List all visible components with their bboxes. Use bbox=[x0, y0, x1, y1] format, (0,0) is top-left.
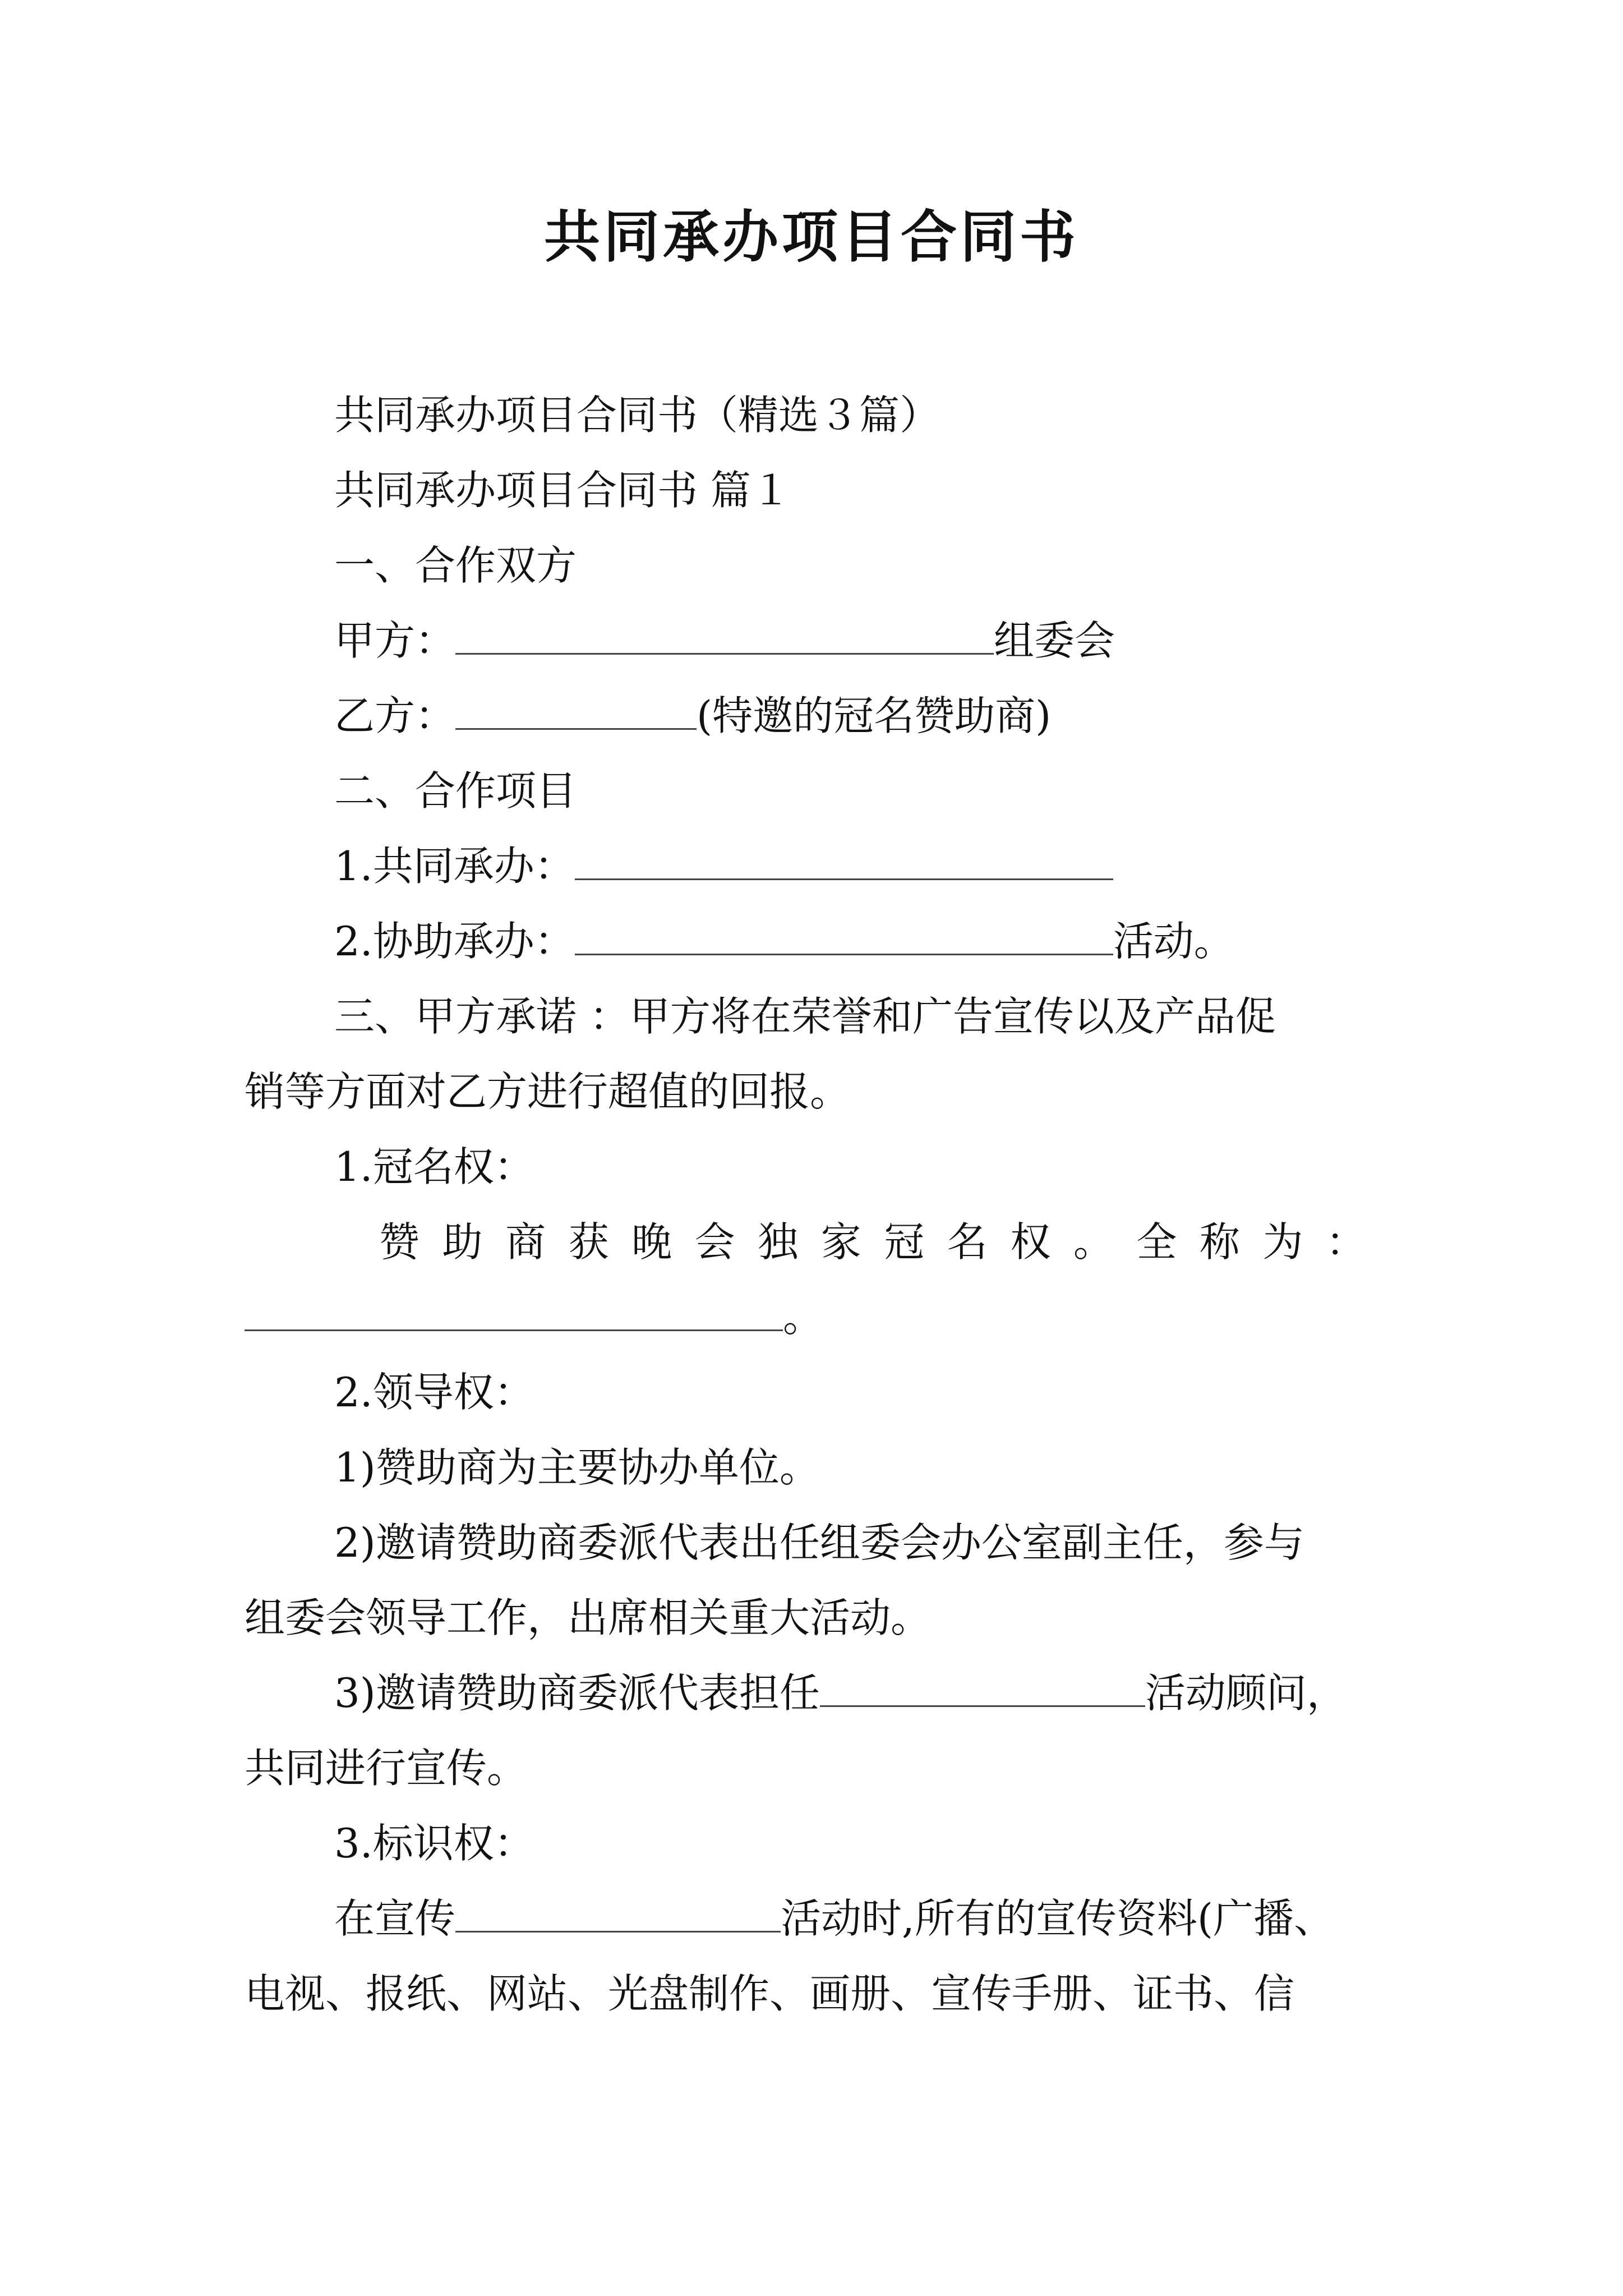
logo-right-line1 bbox=[334, 1890, 1334, 1947]
char: 独 bbox=[758, 1218, 799, 1266]
leadership-item-3-line1 bbox=[334, 1665, 1347, 1721]
co-host-label: 1.共同承办： bbox=[334, 843, 575, 890]
char: ： bbox=[1325, 1218, 1366, 1266]
line-text: 共同进行宣传。 bbox=[245, 1745, 528, 1792]
line-text: 3)邀请赞助商委派代表担任 bbox=[334, 1669, 820, 1717]
line-text: 1)赞助商为主要协办单位。 bbox=[334, 1444, 820, 1491]
line-text: 共同承办项目合同书（精选３篇） bbox=[334, 392, 940, 439]
line-text: 活动顾问， bbox=[1145, 1669, 1347, 1717]
char: 。 bbox=[1073, 1218, 1114, 1266]
assist-host-line bbox=[334, 913, 1234, 969]
full-name-blank[interactable] bbox=[245, 1296, 783, 1331]
naming-right-text bbox=[379, 1214, 1366, 1270]
line-text: 1.冠名权： bbox=[334, 1143, 534, 1190]
party-a-blank[interactable] bbox=[455, 619, 994, 655]
line-text: 二、合作项目 bbox=[334, 767, 577, 815]
heading-project bbox=[334, 763, 577, 819]
leadership-item-2-line1 bbox=[334, 1515, 1304, 1571]
naming-right-blank-line bbox=[245, 1289, 823, 1345]
party-a-label: 甲方： bbox=[334, 617, 456, 664]
line-text: 2.领导权： bbox=[334, 1369, 534, 1416]
assist-host-suffix: 活动。 bbox=[1113, 918, 1234, 965]
line-text: 活动时,所有的宣传资料(广播、 bbox=[781, 1895, 1334, 1942]
char: 晚 bbox=[631, 1218, 672, 1266]
promo-activity-blank[interactable] bbox=[455, 1897, 781, 1932]
party-b-blank[interactable] bbox=[455, 694, 697, 730]
line-text: 在宣传 bbox=[334, 1895, 456, 1942]
line-text: 组委会领导工作，出席相关重大活动。 bbox=[245, 1594, 932, 1641]
leadership-item-3-line2 bbox=[245, 1740, 527, 1796]
line-text: 3.标识权： bbox=[334, 1820, 534, 1867]
party-a-promise-line1 bbox=[334, 988, 1276, 1045]
line-text: 一、合作双方 bbox=[334, 542, 577, 589]
leadership-right-heading bbox=[334, 1364, 534, 1420]
heading-parties bbox=[334, 537, 577, 593]
party-a-suffix: 组委会 bbox=[994, 617, 1115, 664]
line-text: 共同承办项目合同书 篇１ bbox=[334, 467, 791, 514]
party-b-line bbox=[334, 688, 1051, 744]
line-text: 2)邀请赞助商委派代表出任组委会办公室副主任，参与 bbox=[334, 1519, 1304, 1566]
leadership-item-2-line2 bbox=[245, 1590, 931, 1646]
logo-right-line2 bbox=[245, 1966, 1294, 2022]
line-text: 三、甲方承诺 ：甲方将在荣誉和广告宣传以及产品促 bbox=[334, 993, 1276, 1040]
subtitle-selection bbox=[334, 387, 940, 443]
char: 商 bbox=[505, 1218, 546, 1266]
leadership-item-1 bbox=[334, 1439, 820, 1496]
line-text: 。 bbox=[783, 1294, 824, 1341]
char: 会 bbox=[694, 1218, 735, 1266]
assist-host-blank[interactable] bbox=[575, 920, 1113, 955]
party-a-promise-line2 bbox=[245, 1064, 850, 1120]
naming-right-heading bbox=[334, 1139, 534, 1195]
line-text: 销等方面对乙方进行超值的回报。 bbox=[245, 1068, 851, 1115]
party-a-line bbox=[334, 613, 1115, 669]
co-host-line bbox=[334, 838, 1113, 894]
assist-host-label: 2.协助承办： bbox=[334, 918, 575, 965]
party-b-label: 乙方： bbox=[334, 692, 456, 739]
char: 为 bbox=[1262, 1218, 1303, 1266]
char: 家 bbox=[820, 1218, 861, 1266]
char: 赞 bbox=[379, 1218, 420, 1266]
party-b-suffix: (特邀的冠名赞助商) bbox=[697, 692, 1052, 739]
char: 称 bbox=[1199, 1218, 1240, 1266]
advisor-activity-blank[interactable] bbox=[820, 1672, 1145, 1707]
char: 全 bbox=[1136, 1218, 1177, 1266]
document-title: 共同承办项目合同书 bbox=[544, 204, 1079, 270]
char: 获 bbox=[568, 1218, 609, 1266]
char: 权 bbox=[1010, 1218, 1051, 1266]
char: 冠 bbox=[884, 1218, 925, 1266]
line-text: 电视、报纸、网站、光盘制作、画册、宣传手册、证书、信 bbox=[245, 1970, 1295, 2017]
logo-right-heading bbox=[334, 1815, 534, 1871]
char: 助 bbox=[442, 1218, 483, 1266]
co-host-blank[interactable] bbox=[575, 845, 1113, 880]
char: 名 bbox=[947, 1218, 988, 1266]
section-heading-part1 bbox=[334, 462, 791, 518]
